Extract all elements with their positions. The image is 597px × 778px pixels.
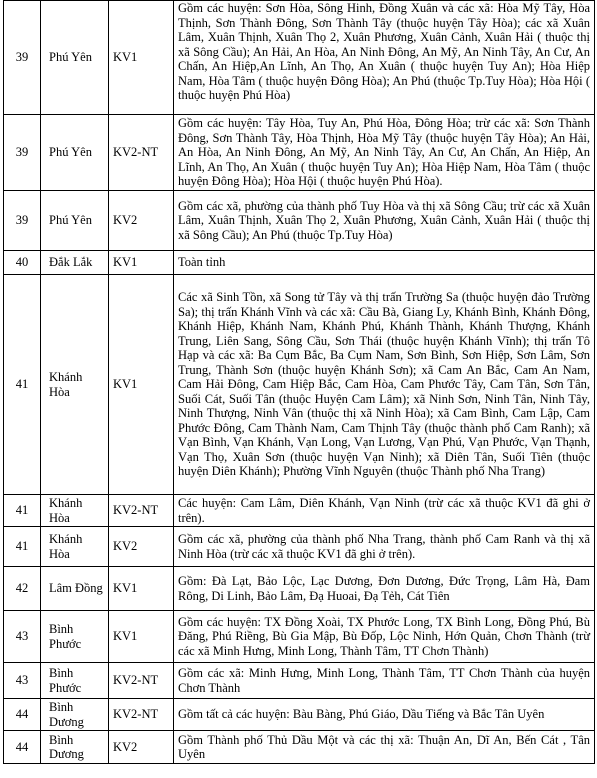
province-cell: Khánh Hòa xyxy=(41,275,109,495)
province-cell: Khánh Hòa xyxy=(41,495,109,527)
stt-cell: 39 xyxy=(4,1,41,115)
table-row xyxy=(4,663,595,699)
stt-cell: 39 xyxy=(4,115,41,191)
region-code-cell: KV2-NT xyxy=(109,663,174,699)
region-code-cell: KV2-NT xyxy=(109,699,174,731)
description-cell: Gồm Thành phố Thủ Dầu Một và các thị xã: Thuận An, Dĩ An, Bến Cát , Tân Uyên xyxy=(174,731,595,764)
stt-cell: 41 xyxy=(4,495,41,527)
description-cell: Gồm các xã, phường của thành phố Tuy Hòa và thị xã Sông Cầu; trừ các xã Xuân Lâm, Xuân Thịnh, Xuân Thọ 2, Xuân Phương, Xuân Cảnh, Xuân Hải ( thuộc thị xã Sông Cầu); An Phú (thuộc Tp.Tuy Hòa) xyxy=(174,191,595,251)
description-cell: Gồm các xã: Minh Hưng, Minh Long, Thành Tâm, TT Chơn Thành của huyện Chơn Thành xyxy=(174,663,595,699)
stt-cell: 39 xyxy=(4,191,41,251)
province-cell: Phú Yên xyxy=(41,1,109,115)
stt-cell: 44 xyxy=(4,731,41,764)
description-cell: Các xã Sinh Tồn, xã Song tử Tây và thị trấn Trường Sa (thuộc huyện đảo Trường Sa); thị trấn Khánh Vĩnh và các xã: Cầu Bà, Giang Ly, Khánh Bình, Khánh Đông, Khánh Hiệp, Khánh Nam, Khánh Phú, Khánh Thành, Khánh Thượng, Khánh Trung, Liên Sang, Sông Cầu, Sơn Thái (thuộc huyện Khánh Vĩnh); thị trấn Tô Hạp và các xã: Ba Cụm Bắc, Ba Cụm Nam, Sơn Bình, Sơn Hiệp, Sơn Lâm, Sơn Trung, Thành Sơn (thuộc huyện Khánh Sơn); xã Cam An Bắc, Cam An Nam, Cam Hải Đông, Cam Hiệp Bắc, Cam Hòa, Cam Phước Tây, Cam Tân, Sơn Tân, Suối Cát, Suối Tân (thuộc Huyện Cam Lâm); xã Ninh Sơn, Ninh Tân, Ninh Tây, Ninh Thượng, Ninh Vân (thuộc thị xã Ninh Hòa); xã Cam Bình, Cam Lập, Cam Phước Đông, Cam Thành Nam, Cam Thịnh Tây (thuộc thành phố Cam Ranh); xã Vạn Bình, Vạn Khánh, Vạn Long, Vạn Lương, Vạn Phú, Vạn Phước, Vạn Thạnh, Vạn Thọ, Xuân Sơn (thuộc huyện Vạn Ninh); xã Diên Tân, Suối Tiên (thuộc huyện Diên Khánh); Phường Vĩnh Nguyên (thuộc Thành phố Nha Trang) xyxy=(174,275,595,495)
stt-cell: 41 xyxy=(4,275,41,495)
region-code-cell: KV1 xyxy=(109,611,174,663)
table-row xyxy=(4,275,595,495)
region-code-cell: KV1 xyxy=(109,275,174,495)
region-code-cell: KV1 xyxy=(109,251,174,275)
stt-cell: 40 xyxy=(4,251,41,275)
region-code-cell: KV2 xyxy=(109,527,174,567)
table-row xyxy=(4,527,595,567)
stt-cell: 43 xyxy=(4,611,41,663)
province-cell: Bình Phước xyxy=(41,611,109,663)
description-cell: Gồm: Đà Lạt, Bảo Lộc, Lạc Dương, Đơn Dương, Đức Trọng, Lâm Hà, Đam Rông, Di Linh, Bảo Lâm, Đạ Huoai, Đạ Tẻh, Cát Tiên xyxy=(174,567,595,611)
province-cell: Phú Yên xyxy=(41,191,109,251)
region-code-cell: KV2 xyxy=(109,731,174,764)
description-cell: Gồm tất cả các huyện: Bàu Bàng, Phú Giáo, Dầu Tiếng và Bắc Tân Uyên xyxy=(174,699,595,731)
table-row xyxy=(4,611,595,663)
description-cell: Gồm các huyện: Tây Hòa, Tuy An, Phú Hòa, Đông Hòa; trừ các xã: Sơn Thành Đông, Sơn Thành Tây, Hòa Thịnh, Hòa Mỹ Tây (thuộc huyện Tây Hòa); An Hải, An Hòa, An Ninh Đông, An Mỹ, An Ninh Tây, An Cư, An Chấn, An Hiệp, An Lĩnh, An Thọ, An Xuân ( thuộc huyện Tuy An); Hòa Hiệp Nam, Hòa Tâm ( thuộc huyện Đông Hòa); Hòa Hội ( thuộc huyện Phú Hòa). xyxy=(174,115,595,191)
table-row xyxy=(4,1,595,115)
province-cell: Phú Yên xyxy=(41,115,109,191)
stt-cell: 42 xyxy=(4,567,41,611)
description-cell: Gồm các xã, phường của thành phố Nha Trang, thành phố Cam Ranh và thị xã Ninh Hòa (trừ các xã thuộc KV1 đã ghi ở trên). xyxy=(174,527,595,567)
table-row xyxy=(4,567,595,611)
stt-cell: 43 xyxy=(4,663,41,699)
province-cell: Khánh Hòa xyxy=(41,527,109,567)
description-cell: Toàn tỉnh xyxy=(174,251,595,275)
province-cell: Bình Dương xyxy=(41,731,109,764)
table-row xyxy=(4,251,595,275)
description-cell: Gồm các huyện: TX Đồng Xoài, TX Phước Long, TX Bình Long, Đồng Phú, Bù Đăng, Phú Riềng, Bù Gia Mập, Bù Đốp, Lộc Ninh, Hớn Quản, Chơn Thành (trừ các xã Minh Hưng, Minh Long, Thành Tâm, TT Chơn Thành) xyxy=(174,611,595,663)
description-cell: Các huyện: Cam Lâm, Diên Khánh, Vạn Ninh (trừ các xã thuộc KV1 đã ghi ở trên). xyxy=(174,495,595,527)
region-code-cell: KV1 xyxy=(109,1,174,115)
stt-cell: 41 xyxy=(4,527,41,567)
region-code-cell: KV2-NT xyxy=(109,495,174,527)
table-row xyxy=(4,115,595,191)
table-row xyxy=(4,495,595,527)
table-row xyxy=(4,699,595,731)
region-code-cell: KV2 xyxy=(109,191,174,251)
table-row xyxy=(4,191,595,251)
description-cell: Gồm các huyện: Sơn Hòa, Sông Hinh, Đồng Xuân và các xã: Hòa Mỹ Tây, Hòa Thịnh, Sơn Thành Đông, Sơn Thành Tây (thuộc huyện Tây Hòa); các xã Xuân Lâm, Xuân Thịnh, Xuân Thọ 2, Xuân Phương, Xuân Cảnh, Xuân Hải ( thuộc thị xã Sông Cầu); An Hải, An Hòa, An Ninh Đông, An Mỹ, An Ninh Tây, An Cư, An Chấn, An Hiệp,An Lĩnh, An Thọ, An Xuân ( thuộc huyện Tuy An); Hòa Hiệp Nam, Hòa Tâm ( thuộc huyện Đông Hòa); An Phú (thuộc Tp.Tuy Hòa); Hòa Hội ( thuộc huyện Phú Hòa) xyxy=(174,1,595,115)
province-cell: Lâm Đồng xyxy=(41,567,109,611)
province-cell: Đắk Lắk xyxy=(41,251,109,275)
province-cell: Bình Phước xyxy=(41,663,109,699)
stt-cell: 44 xyxy=(4,699,41,731)
region-table xyxy=(3,0,595,764)
province-cell: Bình Dương xyxy=(41,699,109,731)
region-code-cell: KV2-NT xyxy=(109,115,174,191)
region-code-cell: KV1 xyxy=(109,567,174,611)
table-row xyxy=(4,731,595,764)
